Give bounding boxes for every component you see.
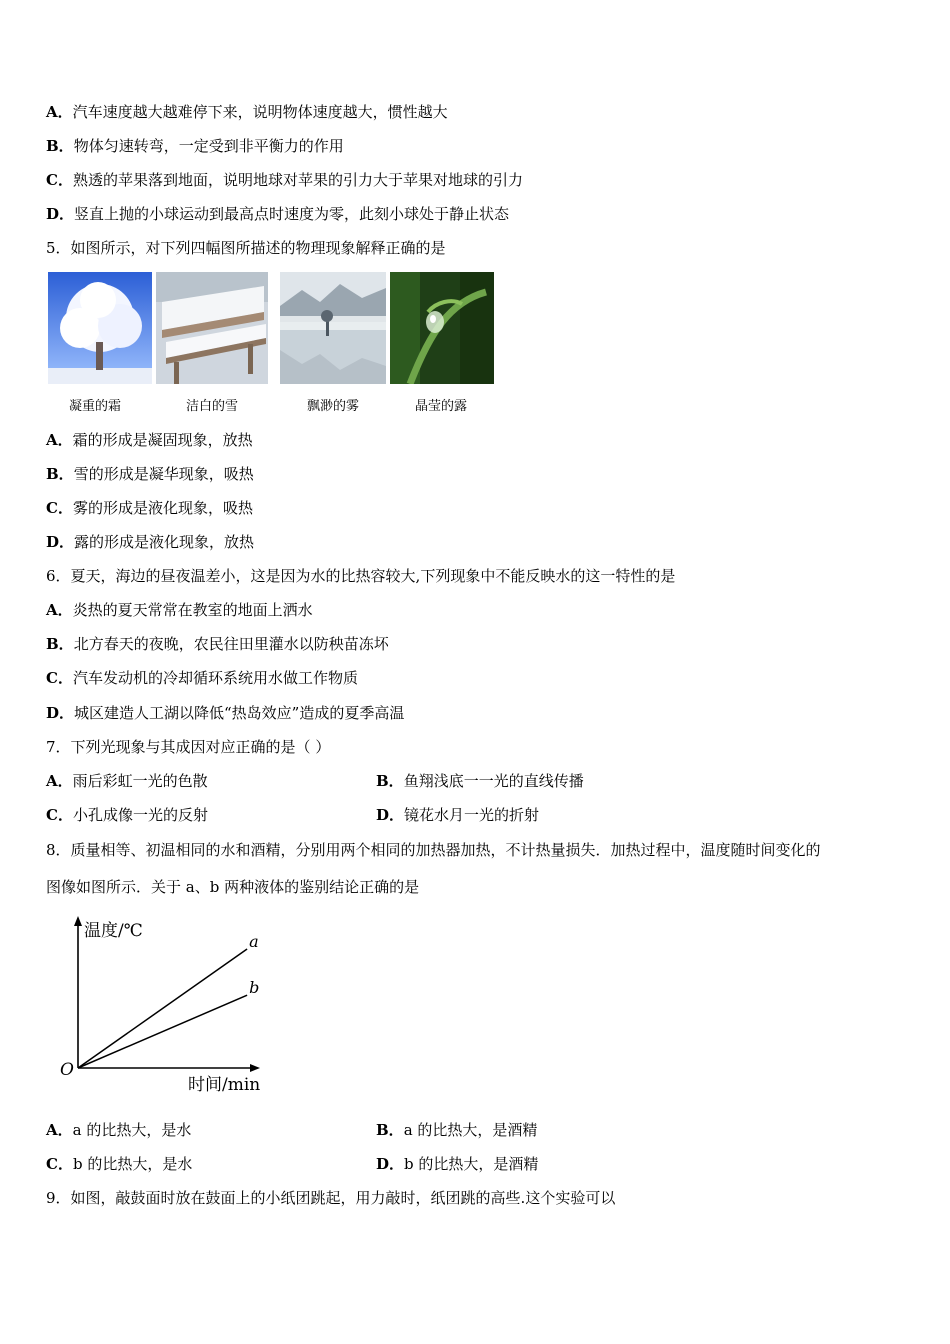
snow-photo <box>156 272 268 384</box>
q7-option-d: D．镜花水月一光的折射 <box>376 806 540 824</box>
q6-option-c: C．汽车发动机的冷却循环系统用水做工作物质 <box>46 669 358 687</box>
q7-option-a: A．雨后彩虹一光的色散 <box>46 772 208 790</box>
fog-photo <box>280 272 386 384</box>
series-b-line <box>78 995 247 1068</box>
q4-option-a: A．汽车速度越大越难停下来，说明物体速度越大，惯性越大 <box>46 103 448 121</box>
dew-photo <box>390 272 494 384</box>
q5-stem: 5．如图所示，对下列四幅图所描述的物理现象解释正确的是 <box>46 239 446 257</box>
q8-option-c: C．b 的比热大，是水 <box>46 1155 193 1173</box>
q5-option-c: C．雾的形成是液化现象，吸热 <box>46 499 253 517</box>
q5-photo-strip <box>46 272 496 422</box>
q8-option-b: B．a 的比热大，是酒精 <box>376 1121 538 1139</box>
q4-option-c: C．熟透的苹果落到地面，说明地球对苹果的引力大于苹果对地球的引力 <box>46 171 523 189</box>
q5-option-a: A．霜的形成是凝固现象，放热 <box>46 431 253 449</box>
series-a-line <box>78 949 247 1068</box>
q6-option-a: A．炎热的夏天常常在教室的地面上洒水 <box>46 601 313 619</box>
q6-option-d: D．城区建造人工湖以降低“热岛效应”造成的夏季高温 <box>46 704 405 722</box>
x-axis-label: 时间/min <box>188 1075 261 1095</box>
caption-dew: 晶莹的露 <box>414 399 467 414</box>
caption-frost: 凝重的霜 <box>68 399 121 414</box>
q8-stem-line1: 8．质量相等、初温相同的水和酒精，分别用两个相同的加热器加热，不计热量损失．加热过程中，温度随时间变化的 <box>46 841 821 859</box>
y-axis-arrow <box>74 916 82 926</box>
q5-option-d: D．露的形成是液化现象，放热 <box>46 533 255 551</box>
q8-option-a: A．a 的比热大，是水 <box>46 1121 192 1139</box>
series-b-label: b <box>249 978 260 998</box>
temperature-time-chart <box>46 912 291 1100</box>
q9-stem: 9．如图，敲鼓面时放在鼓面上的小纸团跳起，用力敲时，纸团跳的高些.这个实验可以 <box>46 1189 616 1207</box>
x-axis-arrow <box>250 1064 260 1072</box>
caption-snow: 洁白的雪 <box>185 399 238 414</box>
q7-option-c: C．小孔成像一光的反射 <box>46 806 208 824</box>
frost-photo <box>48 272 152 384</box>
q6-option-b: B．北方春天的夜晚，农民往田里灌水以防秧苗冻坏 <box>46 635 389 653</box>
series-a-label: a <box>249 932 259 951</box>
q5-option-b: B．雪的形成是凝华现象，吸热 <box>46 465 254 483</box>
q4-option-b: B．物体匀速转弯，一定受到非平衡力的作用 <box>46 137 344 155</box>
q7-option-b: B．鱼翔浅底一一光的直线传播 <box>376 772 584 790</box>
q8-option-d: D．b 的比热大，是酒精 <box>376 1155 539 1173</box>
q8-stem-line2: 图像如图所示．关于 a、b 两种液体的鉴别结论正确的是 <box>46 878 420 896</box>
q7-stem: 7．下列光现象与其成因对应正确的是（ ） <box>46 738 331 756</box>
caption-fog: 飘渺的雾 <box>306 399 359 414</box>
q6-stem: 6．夏天，海边的昼夜温差小，这是因为水的比热容较大,下列现象中不能反映水的这一特性的是 <box>46 567 676 585</box>
y-axis-label: 温度/℃ <box>84 921 143 941</box>
q4-option-d: D．竖直上抛的小球运动到最高点时速度为零，此刻小球处于静止状态 <box>46 205 510 223</box>
origin-label: O <box>60 1060 74 1080</box>
q8-graph <box>46 912 291 1100</box>
